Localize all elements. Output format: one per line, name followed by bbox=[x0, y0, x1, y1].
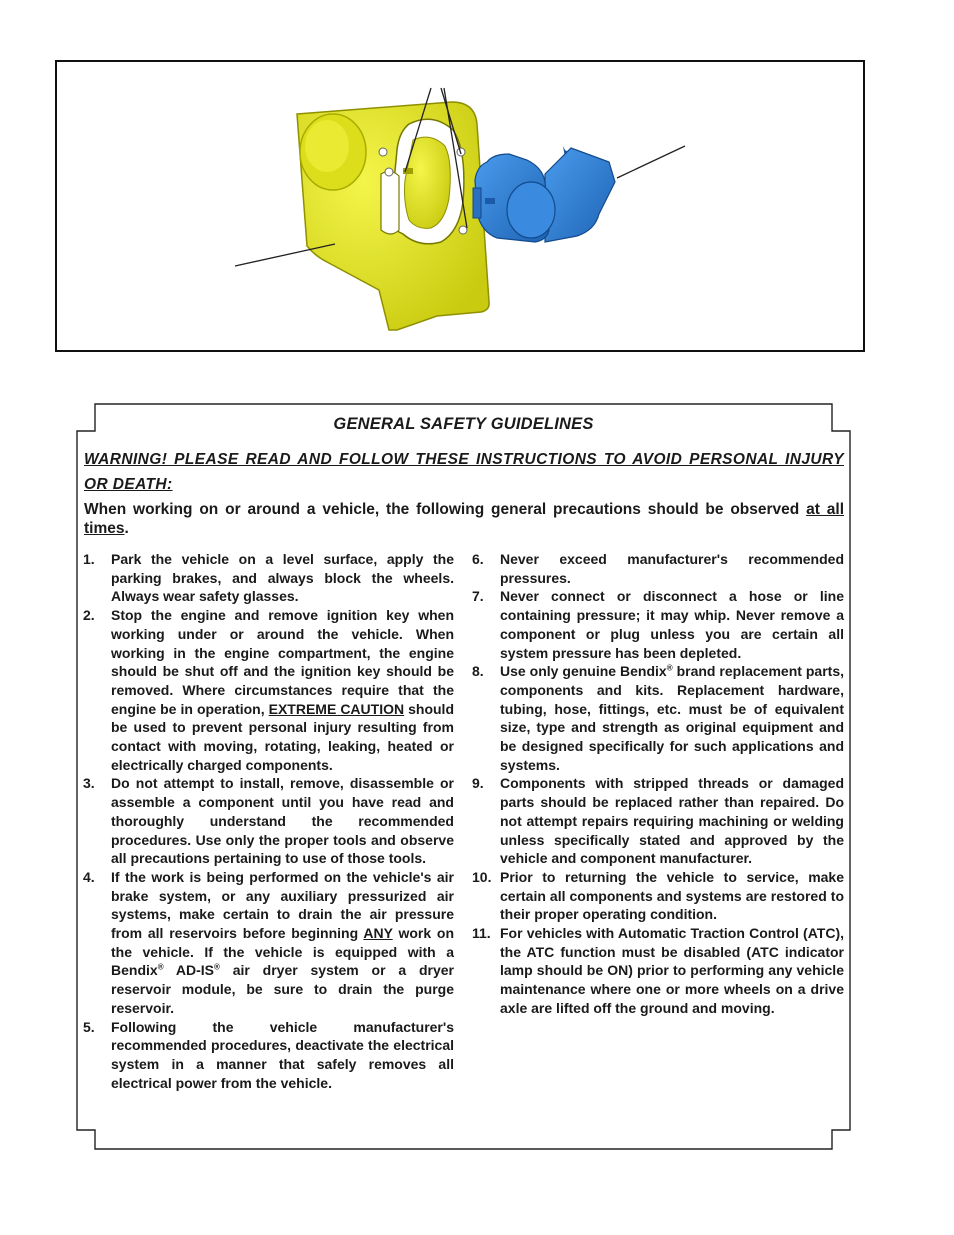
guideline-item-7: 7. Never connect or disconnect a hose or line containing pressure; it may whip. Never remove a component or plug unless you are certain all system pressure has been depleted. bbox=[472, 588, 844, 661]
guideline-item-6: 6. Never exceed manufacturer's recommended pressures. bbox=[472, 551, 844, 586]
bracket-assembly-illustration bbox=[57, 62, 867, 354]
guideline-item-2: 2. Stop the engine and remove ignition key when working under or around the vehicle. When working in the engine compartment, the engine should be shut off and the ignition key should be removed. Where circumstances require that the engine be in operation, EXTREME CAUTION should be used to prevent personal injury resulting from contact with moving, rotating, leaking, heated or electrically charged components. bbox=[83, 607, 454, 773]
intro-text: When working on or around a vehicle, the following general precautions should be observed at all times. bbox=[84, 501, 844, 537]
safety-guidelines-panel bbox=[75, 403, 852, 1150]
guideline-item-9: 9. Components with stripped threads or damaged parts should be replaced rather than repaired. Do not attempt repairs requiring machining or welding unless specifically stated and approved by the vehicle and component manufacturer. bbox=[472, 775, 844, 867]
guideline-item-8: 8. Use only genuine Bendix® brand replacement parts, components and kits. Replacement hardware, tubing, hose, fittings, etc. must be of equivalent size, type and strength as original equipment and be designed specifically for such applications and systems. bbox=[472, 663, 844, 773]
guideline-item-10: 10. Prior to returning the vehicle to service, make certain all components and systems are restored to their proper operating condition. bbox=[472, 868, 844, 923]
figure-box bbox=[55, 60, 865, 352]
blue-component bbox=[473, 146, 615, 242]
guideline-item-4: 4. If the work is being performed on the vehicle's air brake system, or any auxiliary pressurized air systems, make certain to drain the air pressure from all reservoirs before beginning ANY work on the vehicle. If the vehicle is equipped with a Bendix® AD-IS® air dryer system or a dryer reservoir module, be sure to drain the purge reservoir. bbox=[83, 868, 455, 1016]
guideline-item-5: 5. Following the vehicle manufacturer's recommended procedures, deactivate the electrical system in a manner that safely removes all electrical power from the vehicle. bbox=[83, 1018, 454, 1091]
mounting-bracket bbox=[297, 102, 489, 330]
guidelines-column-left bbox=[83, 550, 454, 1092]
guideline-item-3: 3. Do not attempt to install, remove, disassemble or assemble a component until you have read and thoroughly understand the recommended procedures. Use only the proper tools and observe all precautions pertaining to use of those tools. bbox=[83, 775, 454, 867]
guideline-item-11: 11. For vehicles with Automatic Traction Control (ATC), the ATC function must be disabled (ATC indicator lamp should be ON) prior to performing any vehicle maintenance where one or more wheels on a drive axle are lifted off the ground and moving. bbox=[472, 925, 844, 1016]
guidelines-column-right bbox=[472, 550, 844, 1018]
safety-title: GENERAL SAFETY GUIDELINES bbox=[333, 415, 594, 433]
guideline-item-1: 1. Park the vehicle on a level surface, apply the parking brakes, and always block the wheels. Always wear safety glasses. bbox=[83, 551, 454, 605]
warning-text: WARNING! PLEASE READ AND FOLLOW THESE INSTRUCTIONS TO AVOID PERSONAL INJURY OR DEATH: bbox=[84, 451, 844, 493]
